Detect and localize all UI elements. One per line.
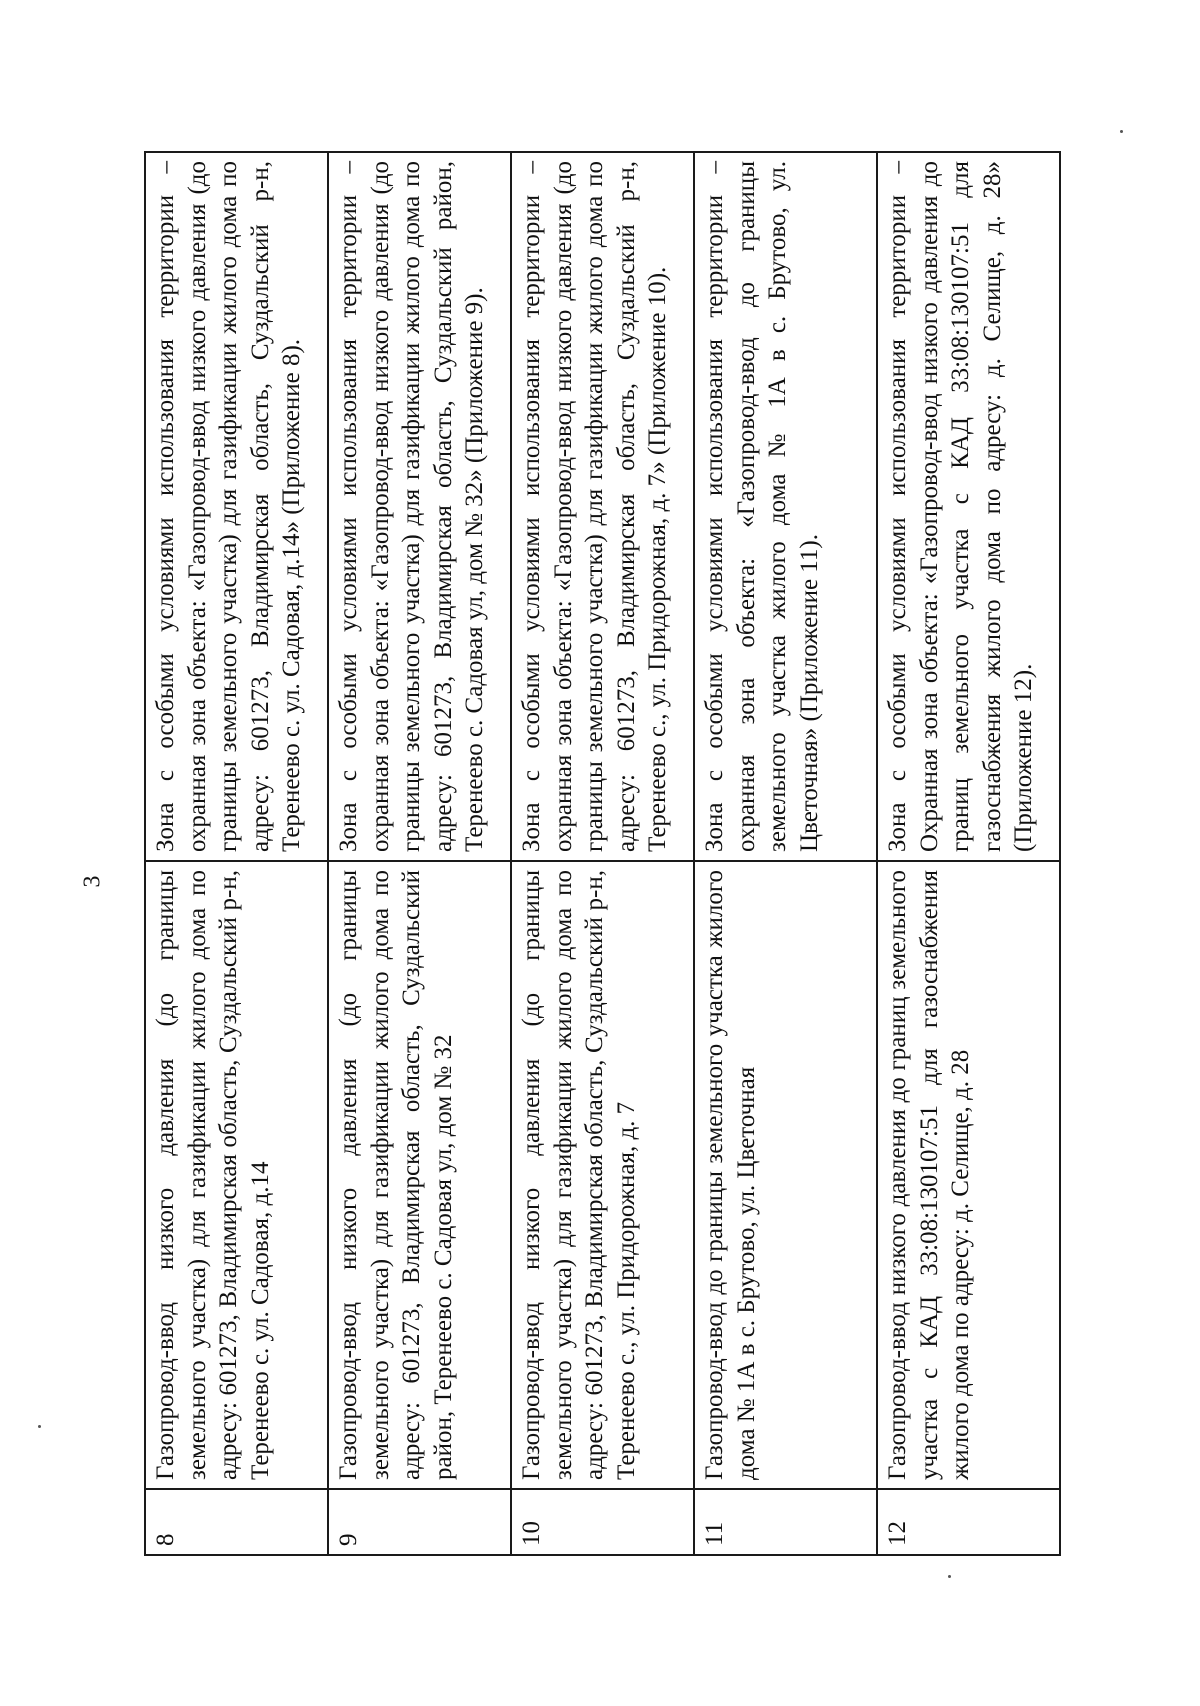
scan-speck: [38, 1425, 41, 1428]
table-row: [877, 152, 1060, 1555]
row-number: 11: [694, 1489, 877, 1555]
table-row: [328, 152, 511, 1555]
page-number: 3: [79, 875, 106, 888]
table-row: [694, 152, 877, 1555]
zone-description: Зона с особыми условиями использования территории – охранная зона объекта: «Газопровод-ввод низкого давления (до границы земельного участка) для газификации жилого дома по адресу: 601273, Владимирская область, Суздальский р-н, Теренеево с. ул. Садовая, д.14» (Приложение 8).: [145, 152, 328, 861]
scan-speck: [948, 1575, 951, 1578]
zone-description: Зона с особыми условиями использования территории – охранная зона объекта: «Газопровод-ввод до границы земельного участка жилого дома № 1А в с. Брутово, ул. Цветочная» (Приложение 11).: [694, 152, 877, 861]
row-number: 8: [145, 1489, 328, 1555]
object-description: Газопровод-ввод низкого давления (до границы земельного участка) для газификации жилого дома по адресу: 601273, Владимирская область, Суздальский район, Теренеево с. Садовая ул, дом № 32: [328, 861, 511, 1489]
zone-description: Зона с особыми условиями использования территории – охранная зона объекта: «Газопровод-ввод низкого давления (до границы земельного участка) для газификации жилого дома по адресу: 601273, Владимирская область, Суздальский район, Теренеево с. Садовая ул, дом № 32» (Приложение 9).: [328, 152, 511, 861]
zone-description: Зона с особыми условиями использования территории – Охранная зона объекта: «Газопровод-ввод низкого давления до границ земельного участка с КАД 33:08:130107:51 для газоснабжения жилого дома по адресу: д. Селище, д. 28» (Приложение 12).: [877, 152, 1060, 861]
object-description: Газопровод-ввод низкого давления до границ земельного участка с КАД 33:08:130107:51 для газоснабжения жилого дома по адресу: д. Селище, д. 28: [877, 861, 1060, 1489]
rotated-table-wrapper: [144, 151, 1057, 1556]
table-row: [145, 152, 328, 1555]
zone-description: Зона с особыми условиями использования территории – охранная зона объекта: «Газопровод-ввод низкого давления (до границы земельного участка) для газификации жилого дома по адресу: 601273, Владимирская область, Суздальский р-н, Теренеево с., ул. Придорожная, д. 7» (Приложение 10).: [511, 152, 694, 861]
row-number: 12: [877, 1489, 1060, 1555]
row-number: 10: [511, 1489, 694, 1555]
row-number: 9: [328, 1489, 511, 1555]
object-description: Газопровод-ввод низкого давления (до границы земельного участка) для газификации жилого дома по адресу: 601273, Владимирская область, Суздальский р-н, Теренеево с. ул. Садовая, д.14: [145, 861, 328, 1489]
scan-speck: [1120, 130, 1123, 133]
object-description: Газопровод-ввод низкого давления (до границы земельного участка) для газификации жилого дома по адресу: 601273, Владимирская область, Суздальский р-н, Теренеево с., ул. Придорожная, д. 7: [511, 861, 694, 1489]
table-row: [511, 152, 694, 1555]
zones-table: [144, 151, 1061, 1556]
object-description: Газопровод-ввод до границы земельного участка жилого дома № 1А в с. Брутово, ул. Цветочная: [694, 861, 877, 1489]
